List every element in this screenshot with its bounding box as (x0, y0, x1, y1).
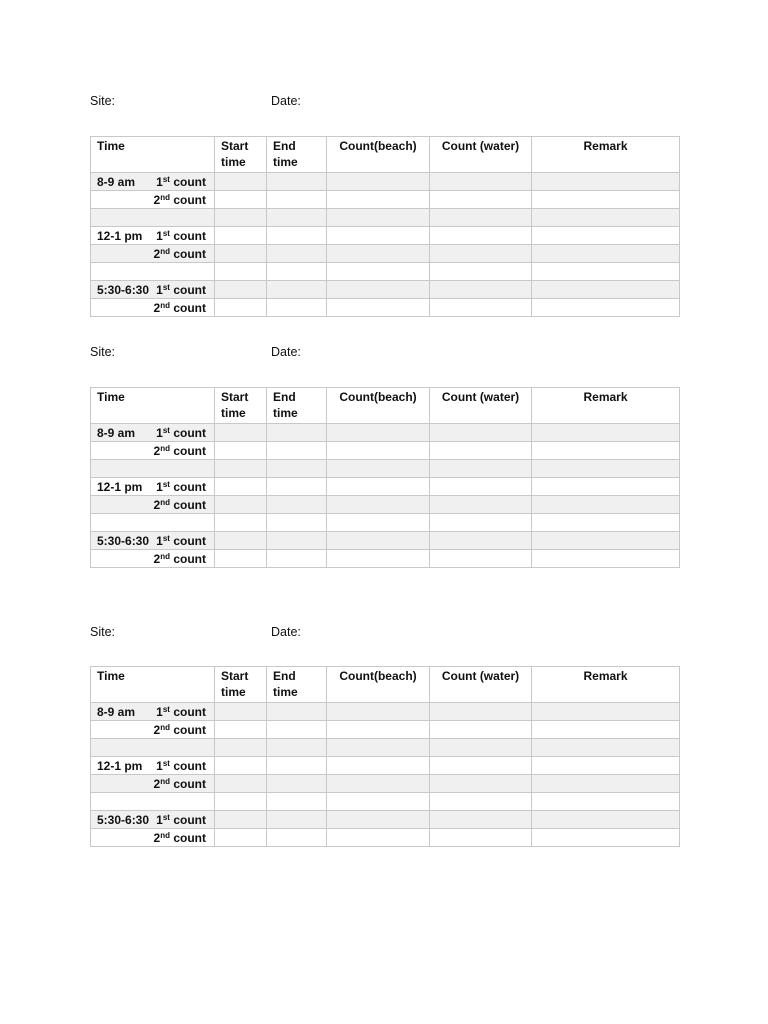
end-time-cell[interactable] (267, 173, 327, 191)
count-water-cell[interactable] (430, 245, 532, 263)
start-time-cell[interactable] (215, 532, 267, 550)
count-ordinal: 2 (153, 301, 161, 315)
count-form-2 (90, 345, 679, 566)
count-number-label (156, 533, 206, 549)
table-row (91, 281, 680, 299)
count-ordinal-suffix: st (162, 813, 170, 822)
header-end-time: End time (267, 667, 327, 703)
count-beach-cell[interactable] (327, 281, 430, 299)
remark-cell[interactable] (532, 721, 680, 739)
count-form-1 (90, 94, 679, 315)
count-water-cell[interactable] (430, 793, 532, 811)
count-number-label (154, 246, 206, 262)
start-time-cell[interactable] (215, 281, 267, 299)
count-beach-cell[interactable] (327, 775, 430, 793)
count-water-cell[interactable] (430, 209, 532, 227)
remark-cell[interactable] (532, 550, 680, 568)
count-ordinal: 2 (153, 831, 161, 845)
end-time-cell[interactable] (267, 209, 327, 227)
site-date-row (90, 345, 679, 361)
time-cell (91, 478, 215, 496)
end-time-cell[interactable] (267, 532, 327, 550)
start-time-cell[interactable] (215, 721, 267, 739)
count-water-cell[interactable] (430, 191, 532, 209)
table-row (91, 496, 680, 514)
remark-cell[interactable] (532, 209, 680, 227)
time-cell (91, 532, 215, 550)
count-ordinal-suffix: nd (160, 247, 170, 256)
end-time-cell[interactable] (267, 739, 327, 757)
end-time-cell[interactable] (267, 299, 327, 317)
count-word: count (173, 813, 206, 827)
remark-cell[interactable] (532, 191, 680, 209)
count-ordinal: 1 (156, 283, 163, 297)
time-cell (91, 245, 215, 263)
time-cell (91, 550, 215, 568)
count-ordinal-suffix: st (162, 283, 170, 292)
end-time-cell[interactable] (267, 757, 327, 775)
count-ordinal-suffix: st (162, 759, 170, 768)
time-cell (91, 793, 215, 811)
count-word: count (173, 426, 206, 440)
remark-cell[interactable] (532, 245, 680, 263)
start-time-cell[interactable] (215, 299, 267, 317)
time-slot-label: 12-1 pm (97, 480, 143, 494)
count-number-label (154, 497, 206, 513)
count-water-cell[interactable] (430, 514, 532, 532)
date-label: Date: (271, 625, 301, 639)
count-number-label (154, 551, 206, 567)
count-word: count (173, 552, 206, 566)
table-row-spacer (91, 209, 680, 227)
header-remark: Remark (532, 137, 680, 173)
header-count-water: Count (water) (430, 137, 532, 173)
remark-cell[interactable] (532, 442, 680, 460)
count-beach-cell[interactable] (327, 757, 430, 775)
remark-cell[interactable] (532, 263, 680, 281)
count-number-label (154, 192, 206, 208)
time-slot-label: 12-1 pm (97, 229, 143, 243)
count-word: count (173, 301, 206, 315)
count-beach-cell[interactable] (327, 721, 430, 739)
site-date-row (90, 94, 679, 110)
count-water-cell[interactable] (430, 829, 532, 847)
count-beach-cell[interactable] (327, 424, 430, 442)
end-time-cell[interactable] (267, 775, 327, 793)
count-word: count (173, 175, 206, 189)
count-beach-cell[interactable] (327, 496, 430, 514)
count-word: count (173, 193, 206, 207)
count-beach-cell[interactable] (327, 793, 430, 811)
remark-cell[interactable] (532, 829, 680, 847)
table-row-spacer (91, 793, 680, 811)
start-time-cell[interactable] (215, 424, 267, 442)
count-ordinal-suffix: st (162, 534, 170, 543)
end-time-cell[interactable] (267, 191, 327, 209)
time-slot-label: 8-9 am (97, 175, 136, 189)
start-time-cell[interactable] (215, 460, 267, 478)
table-row (91, 442, 680, 460)
count-beach-cell[interactable] (327, 442, 430, 460)
count-number-label (154, 776, 206, 792)
time-cell (91, 775, 215, 793)
time-cell (91, 829, 215, 847)
header-remark: Remark (532, 388, 680, 424)
end-time-cell[interactable] (267, 793, 327, 811)
header-time: Time (91, 667, 215, 703)
date-label: Date: (271, 345, 301, 359)
site-label: Site: (90, 94, 116, 108)
count-ordinal-suffix: nd (160, 552, 170, 561)
start-time-cell[interactable] (215, 209, 267, 227)
remark-cell[interactable] (532, 793, 680, 811)
start-time-cell[interactable] (215, 227, 267, 245)
remark-cell[interactable] (532, 478, 680, 496)
header-time: Time (91, 137, 215, 173)
start-time-cell[interactable] (215, 739, 267, 757)
header-count-water: Count (water) (430, 667, 532, 703)
count-word: count (173, 247, 206, 261)
time-slot-label: 8-9 am (97, 705, 136, 719)
remark-cell[interactable] (532, 173, 680, 191)
count-number-label (156, 812, 206, 828)
count-ordinal: 2 (153, 723, 161, 737)
count-water-cell[interactable] (430, 478, 532, 496)
count-number-label (154, 830, 206, 846)
count-water-cell[interactable] (430, 550, 532, 568)
count-word: count (173, 283, 206, 297)
count-number-label (156, 758, 206, 774)
count-water-cell[interactable] (430, 281, 532, 299)
count-beach-cell[interactable] (327, 227, 430, 245)
count-number-label (156, 174, 206, 190)
header-start-time: Start time (215, 137, 267, 173)
site-label: Site: (90, 345, 116, 359)
count-number-label (156, 479, 206, 495)
count-ordinal: 2 (153, 444, 161, 458)
count-water-cell[interactable] (430, 811, 532, 829)
start-time-cell[interactable] (215, 478, 267, 496)
start-time-cell[interactable] (215, 191, 267, 209)
count-number-label (156, 704, 206, 720)
count-water-cell[interactable] (430, 442, 532, 460)
table-row (91, 550, 680, 568)
count-beach-cell[interactable] (327, 191, 430, 209)
count-ordinal: 1 (156, 229, 163, 243)
table-row-spacer (91, 514, 680, 532)
count-beach-cell[interactable] (327, 550, 430, 568)
end-time-cell[interactable] (267, 496, 327, 514)
count-word: count (173, 480, 206, 494)
start-time-cell[interactable] (215, 829, 267, 847)
count-water-cell[interactable] (430, 757, 532, 775)
time-slot-label: 5:30-6:30 (97, 283, 150, 297)
table-row-spacer (91, 263, 680, 281)
time-cell (91, 299, 215, 317)
start-time-cell[interactable] (215, 514, 267, 532)
count-water-cell[interactable] (430, 739, 532, 757)
table-row (91, 245, 680, 263)
table-row (91, 757, 680, 775)
count-beach-cell[interactable] (327, 478, 430, 496)
count-ordinal-suffix: st (162, 480, 170, 489)
count-ordinal: 1 (156, 705, 163, 719)
count-table (90, 136, 680, 317)
count-ordinal: 1 (156, 426, 163, 440)
header-end-time: End time (267, 388, 327, 424)
table-header-row (91, 667, 680, 703)
table-row (91, 173, 680, 191)
remark-cell[interactable] (532, 703, 680, 721)
end-time-cell[interactable] (267, 281, 327, 299)
header-count-beach: Count(beach) (327, 388, 430, 424)
table-row (91, 532, 680, 550)
count-word: count (173, 444, 206, 458)
end-time-cell[interactable] (267, 811, 327, 829)
time-cell (91, 496, 215, 514)
count-ordinal: 1 (156, 480, 163, 494)
header-start-time: Start time (215, 388, 267, 424)
start-time-cell[interactable] (215, 173, 267, 191)
count-ordinal-suffix: nd (160, 498, 170, 507)
time-cell (91, 703, 215, 721)
remark-cell[interactable] (532, 757, 680, 775)
count-water-cell[interactable] (430, 496, 532, 514)
time-cell (91, 721, 215, 739)
count-beach-cell[interactable] (327, 209, 430, 227)
count-ordinal-suffix: nd (160, 723, 170, 732)
table-row (91, 775, 680, 793)
count-ordinal-suffix: nd (160, 831, 170, 840)
start-time-cell[interactable] (215, 496, 267, 514)
count-ordinal: 1 (156, 759, 163, 773)
count-beach-cell[interactable] (327, 532, 430, 550)
count-table (90, 387, 680, 568)
table-row (91, 299, 680, 317)
header-count-beach: Count(beach) (327, 137, 430, 173)
start-time-cell[interactable] (215, 245, 267, 263)
count-ordinal: 1 (156, 534, 163, 548)
time-cell (91, 442, 215, 460)
count-number-label (154, 443, 206, 459)
remark-cell[interactable] (532, 739, 680, 757)
end-time-cell[interactable] (267, 721, 327, 739)
table-row-spacer (91, 739, 680, 757)
count-beach-cell[interactable] (327, 811, 430, 829)
header-time: Time (91, 388, 215, 424)
count-water-cell[interactable] (430, 424, 532, 442)
table-row (91, 811, 680, 829)
count-water-cell[interactable] (430, 532, 532, 550)
count-ordinal-suffix: nd (160, 301, 170, 310)
count-water-cell[interactable] (430, 721, 532, 739)
time-cell (91, 514, 215, 532)
end-time-cell[interactable] (267, 514, 327, 532)
remark-cell[interactable] (532, 281, 680, 299)
start-time-cell[interactable] (215, 550, 267, 568)
count-ordinal-suffix: st (162, 175, 170, 184)
count-word: count (173, 534, 206, 548)
count-ordinal-suffix: st (162, 705, 170, 714)
start-time-cell[interactable] (215, 442, 267, 460)
header-start-time: Start time (215, 667, 267, 703)
site-label: Site: (90, 625, 116, 639)
remark-cell[interactable] (532, 775, 680, 793)
table-row (91, 424, 680, 442)
date-label: Date: (271, 94, 301, 108)
end-time-cell[interactable] (267, 829, 327, 847)
count-ordinal: 2 (153, 777, 161, 791)
start-time-cell[interactable] (215, 757, 267, 775)
end-time-cell[interactable] (267, 460, 327, 478)
count-beach-cell[interactable] (327, 703, 430, 721)
remark-cell[interactable] (532, 514, 680, 532)
count-word: count (173, 759, 206, 773)
end-time-cell[interactable] (267, 263, 327, 281)
remark-cell[interactable] (532, 460, 680, 478)
start-time-cell[interactable] (215, 263, 267, 281)
header-count-water: Count (water) (430, 388, 532, 424)
count-form-3 (90, 625, 679, 845)
start-time-cell[interactable] (215, 775, 267, 793)
remark-cell[interactable] (532, 299, 680, 317)
time-cell (91, 173, 215, 191)
count-ordinal-suffix: nd (160, 444, 170, 453)
time-cell (91, 424, 215, 442)
count-water-cell[interactable] (430, 703, 532, 721)
count-word: count (173, 705, 206, 719)
count-word: count (173, 723, 206, 737)
count-beach-cell[interactable] (327, 263, 430, 281)
count-number-label (156, 282, 206, 298)
count-ordinal: 1 (156, 175, 163, 189)
count-ordinal-suffix: nd (160, 777, 170, 786)
time-slot-label: 5:30-6:30 (97, 813, 150, 827)
count-word: count (173, 229, 206, 243)
count-number-label (154, 722, 206, 738)
count-word: count (173, 498, 206, 512)
end-time-cell[interactable] (267, 478, 327, 496)
time-slot-label: 12-1 pm (97, 759, 143, 773)
time-cell (91, 757, 215, 775)
end-time-cell[interactable] (267, 442, 327, 460)
time-cell (91, 739, 215, 757)
end-time-cell[interactable] (267, 703, 327, 721)
time-cell (91, 209, 215, 227)
count-beach-cell[interactable] (327, 299, 430, 317)
table-row (91, 227, 680, 245)
count-ordinal: 2 (153, 552, 161, 566)
end-time-cell[interactable] (267, 424, 327, 442)
end-time-cell[interactable] (267, 550, 327, 568)
count-ordinal: 1 (156, 813, 163, 827)
end-time-cell[interactable] (267, 245, 327, 263)
count-number-label (154, 300, 206, 316)
count-ordinal: 2 (153, 247, 161, 261)
time-cell (91, 281, 215, 299)
count-beach-cell[interactable] (327, 514, 430, 532)
remark-cell[interactable] (532, 227, 680, 245)
start-time-cell[interactable] (215, 703, 267, 721)
count-water-cell[interactable] (430, 299, 532, 317)
remark-cell[interactable] (532, 496, 680, 514)
table-row-spacer (91, 460, 680, 478)
end-time-cell[interactable] (267, 227, 327, 245)
time-cell (91, 460, 215, 478)
count-word: count (173, 777, 206, 791)
time-cell (91, 811, 215, 829)
count-water-cell[interactable] (430, 173, 532, 191)
count-number-label (156, 228, 206, 244)
count-beach-cell[interactable] (327, 173, 430, 191)
header-count-beach: Count(beach) (327, 667, 430, 703)
count-ordinal-suffix: st (162, 426, 170, 435)
time-slot-label: 8-9 am (97, 426, 136, 440)
count-beach-cell[interactable] (327, 245, 430, 263)
header-end-time: End time (267, 137, 327, 173)
time-cell (91, 191, 215, 209)
table-header-row (91, 388, 680, 424)
count-beach-cell[interactable] (327, 460, 430, 478)
count-ordinal: 2 (153, 498, 161, 512)
count-word: count (173, 831, 206, 845)
count-beach-cell[interactable] (327, 829, 430, 847)
start-time-cell[interactable] (215, 793, 267, 811)
count-water-cell[interactable] (430, 227, 532, 245)
time-cell (91, 227, 215, 245)
table-row (91, 721, 680, 739)
table-row (91, 191, 680, 209)
start-time-cell[interactable] (215, 811, 267, 829)
count-beach-cell[interactable] (327, 739, 430, 757)
count-ordinal: 2 (153, 193, 161, 207)
count-number-label (156, 425, 206, 441)
site-date-row (90, 625, 679, 641)
table-row (91, 478, 680, 496)
count-water-cell[interactable] (430, 460, 532, 478)
header-remark: Remark (532, 667, 680, 703)
count-ordinal-suffix: st (162, 229, 170, 238)
table-row (91, 829, 680, 847)
table-header-row (91, 137, 680, 173)
remark-cell[interactable] (532, 811, 680, 829)
time-cell (91, 263, 215, 281)
remark-cell[interactable] (532, 532, 680, 550)
table-row (91, 703, 680, 721)
remark-cell[interactable] (532, 424, 680, 442)
time-slot-label: 5:30-6:30 (97, 534, 150, 548)
count-water-cell[interactable] (430, 263, 532, 281)
count-table (90, 666, 680, 847)
count-ordinal-suffix: nd (160, 193, 170, 202)
count-water-cell[interactable] (430, 775, 532, 793)
